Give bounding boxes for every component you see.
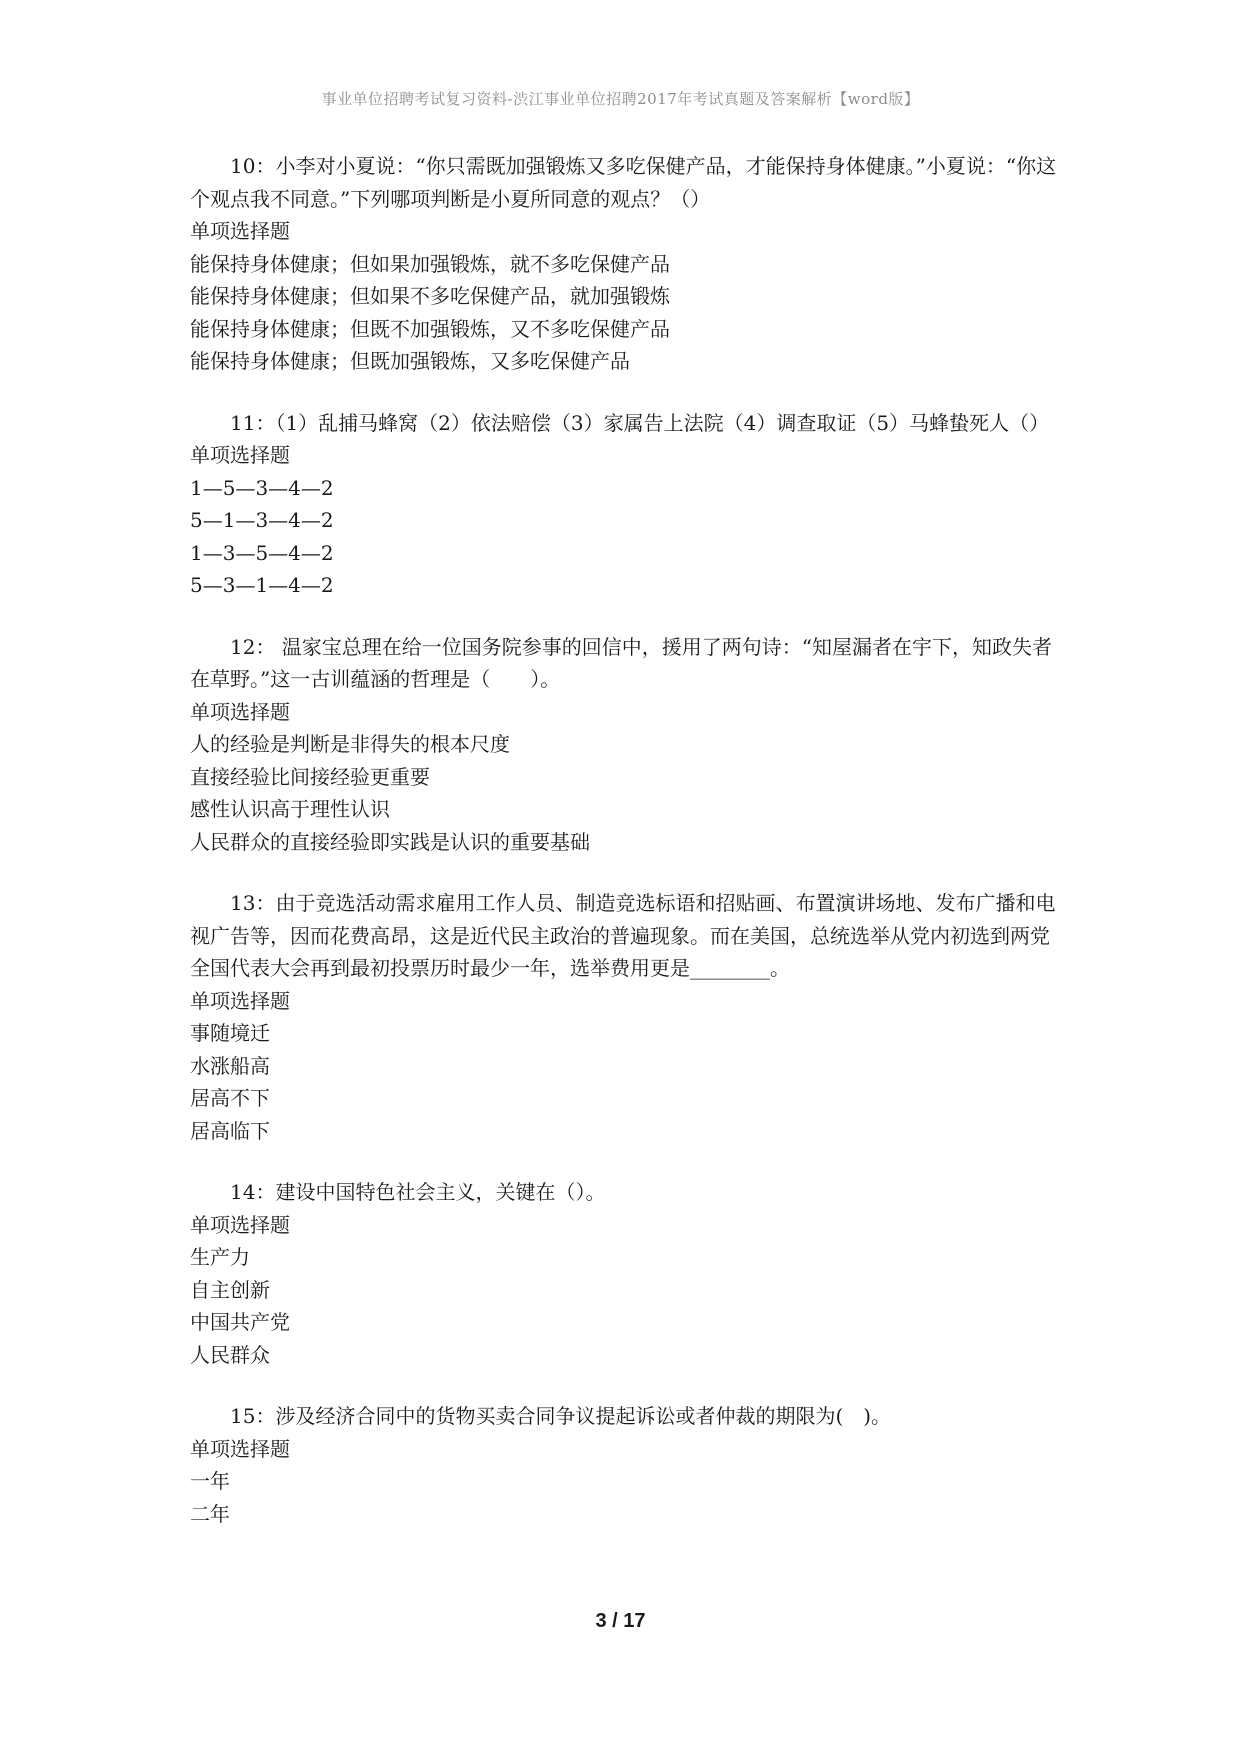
question-type: 单项选择题 xyxy=(190,988,290,1013)
option-a: 一年 xyxy=(190,1469,230,1493)
question-type: 单项选择题 xyxy=(190,699,290,724)
question-stem: 13：由于竞选活动需求雇用工作人员、制造竞选标语和招贴画、布置演讲场地、发布广播和电视广告等，因而花费高昂，这是近代民主政治的普遍现象。而在美国，总统选举从党内初选到两党全国代表大会再到最初投票历时最少一年，选举费用更是________。 xyxy=(190,891,1056,980)
question-type: 单项选择题 xyxy=(190,1212,290,1237)
question-stem: 12： 温家宝总理在给一位国务院参事的回信中，援用了两句诗：“知屋漏者在宇下，知政失者在草野。”这一古训蕴涵的哲理是（ ）。 xyxy=(190,634,1053,691)
option-b: 二年 xyxy=(190,1501,230,1526)
option-d: 人民群众的直接经验即实践是认识的重要基础 xyxy=(190,829,590,854)
option-b: 直接经验比间接经验更重要 xyxy=(190,764,430,789)
option-a: 能保持身体健康；但如果加强锻炼，就不多吃保健产品 xyxy=(190,251,670,276)
option-a: 人的经验是判断是非得失的根本尺度 xyxy=(190,732,510,756)
page-header: 事业单位招聘考试复习资料-渋江事业单位招聘2017年考试真题及答案解析【word版】 xyxy=(321,90,920,108)
question-13 xyxy=(190,887,1060,1147)
question-list xyxy=(190,150,1060,1559)
option-c: 1—3—5—4—2 xyxy=(190,540,334,565)
question-12 xyxy=(190,631,1060,859)
option-a: 事随境迁 xyxy=(190,1021,270,1045)
option-c: 中国共产党 xyxy=(190,1310,290,1334)
option-c: 能保持身体健康；但既不加强锻炼，又不多吃保健产品 xyxy=(190,316,670,341)
question-stem: 10：小李对小夏说：“你只需既加强锻炼又多吃保健产品，才能保持身体健康。”小夏说：“你这个观点我不同意。”下列哪项判断是小夏所同意的观点？（） xyxy=(190,154,1057,211)
question-11 xyxy=(190,407,1060,602)
question-10 xyxy=(190,150,1060,378)
option-a: 1—5—3—4—2 xyxy=(190,475,334,500)
option-d: 5—3—1—4—2 xyxy=(190,573,334,597)
option-d: 能保持身体健康；但既加强锻炼，又多吃保健产品 xyxy=(190,349,630,373)
question-15 xyxy=(190,1400,1060,1530)
question-14 xyxy=(190,1176,1060,1371)
option-b: 能保持身体健康；但如果不多吃保健产品，就加强锻炼 xyxy=(190,284,670,308)
question-stem: 14：建设中国特色社会主义，关键在（）。 xyxy=(230,1180,606,1204)
question-stem: 11：（1）乱捕马蜂窝（2）依法赔偿（3）家属告上法院（4）调查取证（5）马蜂蛰死人（） xyxy=(230,410,1050,435)
option-b: 自主创新 xyxy=(190,1277,270,1302)
question-type: 单项选择题 xyxy=(190,443,290,467)
option-b: 5—1—3—4—2 xyxy=(190,508,334,532)
option-a: 生产力 xyxy=(190,1245,250,1269)
option-c: 居高不下 xyxy=(190,1086,270,1110)
option-b: 水涨船高 xyxy=(190,1053,270,1078)
page-number: 3 / 17 xyxy=(595,1610,646,1632)
option-d: 居高临下 xyxy=(190,1118,270,1143)
option-d: 人民群众 xyxy=(190,1342,270,1367)
question-stem: 15：涉及经济合同中的货物买卖合同争议提起诉讼或者仲裁的期限为( )。 xyxy=(230,1404,892,1428)
question-type: 单项选择题 xyxy=(190,1436,290,1461)
option-c: 感性认识高于理性认识 xyxy=(190,797,390,821)
question-type: 单项选择题 xyxy=(190,219,290,243)
